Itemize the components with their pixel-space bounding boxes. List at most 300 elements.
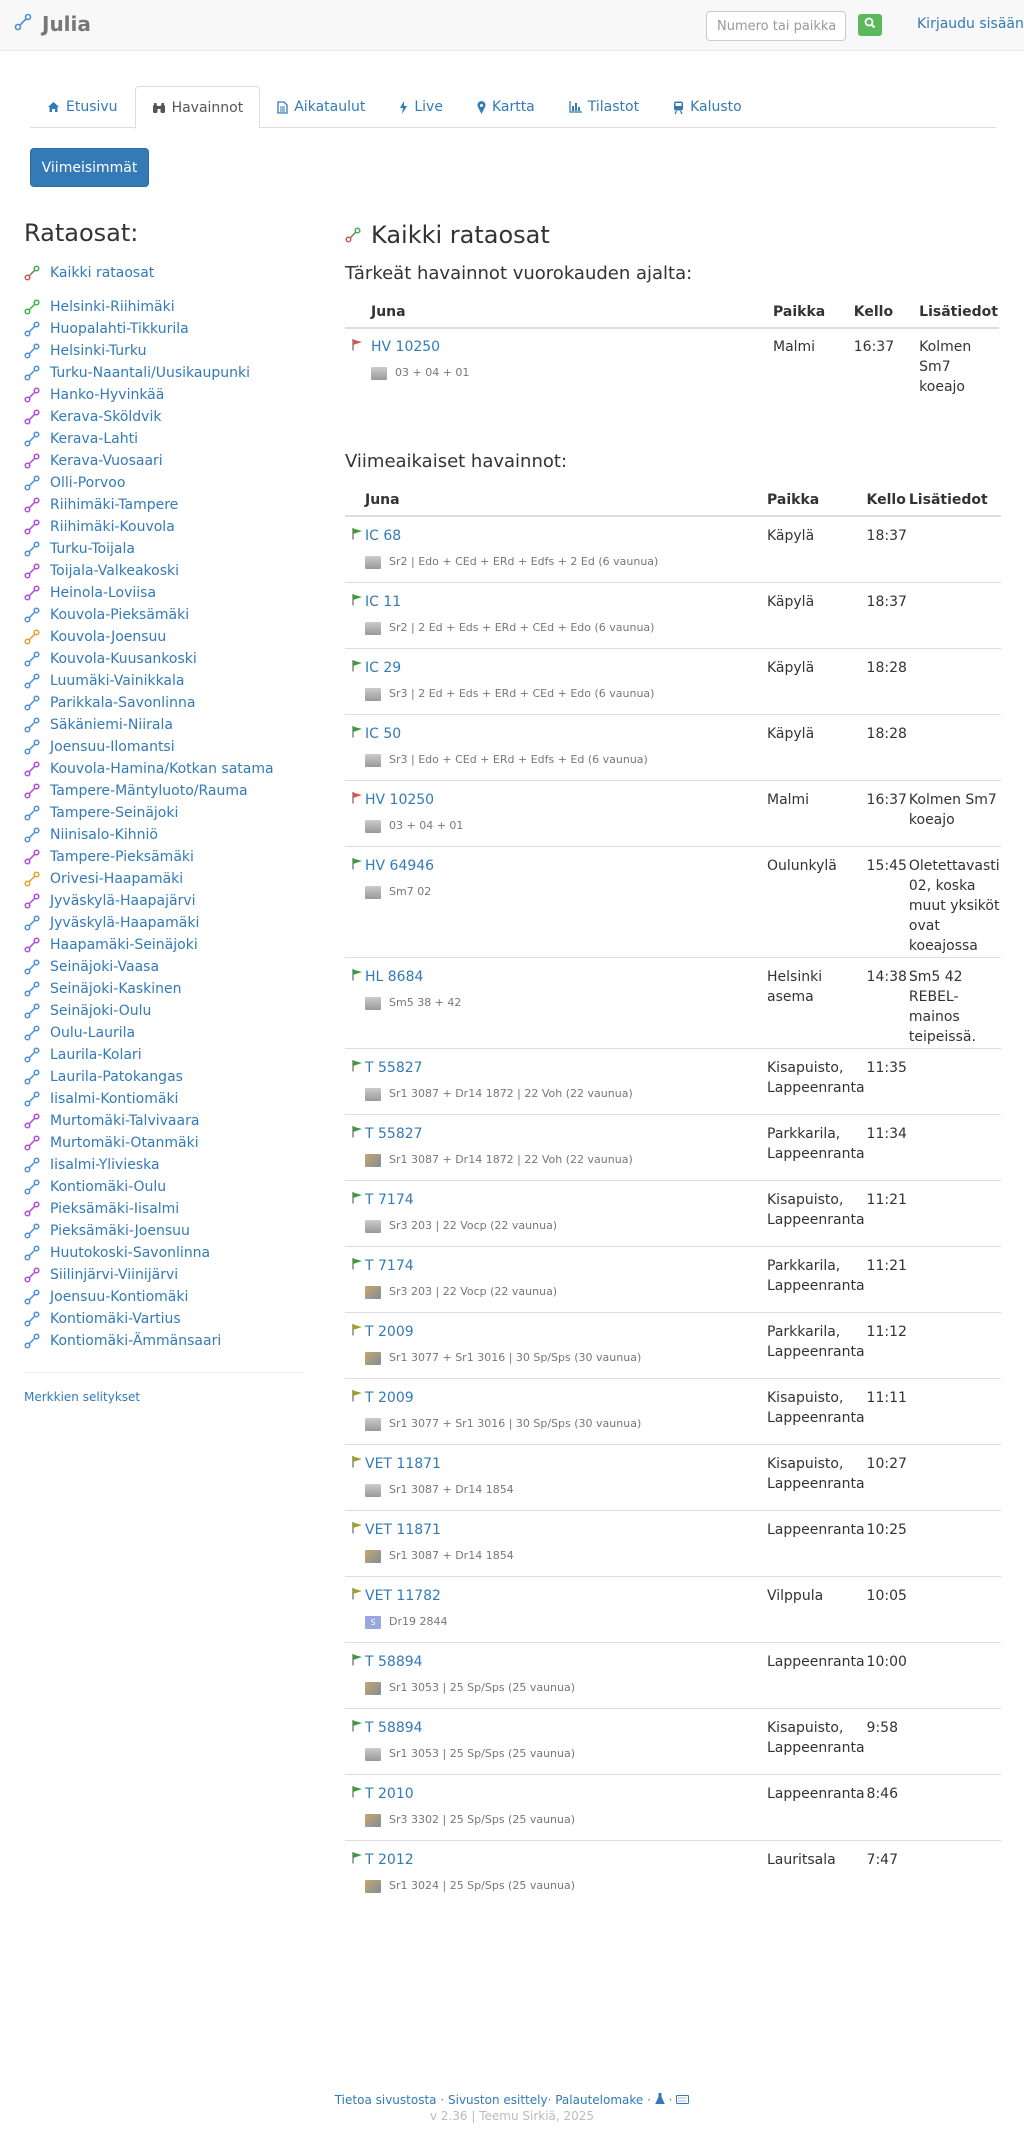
sidebar-item[interactable] (24, 472, 304, 494)
track-section-icon (24, 673, 40, 689)
photo-thumbnail-icon[interactable] (371, 367, 387, 380)
tab-label: Aikataulut (294, 99, 366, 115)
footer-intro-link[interactable]: Sivuston esittely (448, 2093, 548, 2107)
flag-header (345, 296, 370, 328)
track-section-icon (24, 475, 40, 491)
sidebar-item-label: Kerava-Sköldvik (50, 409, 162, 425)
sidebar-item-label: Seinäjoki-Vaasa (50, 959, 160, 975)
sidebar-item[interactable] (24, 956, 304, 978)
sidebar-item[interactable] (24, 1132, 304, 1154)
info-cell (908, 715, 1001, 781)
sidebar-item[interactable] (24, 846, 304, 868)
sidebar-item[interactable] (24, 538, 304, 560)
info-cell (908, 1445, 1001, 1511)
consist-info (365, 750, 765, 770)
train-link[interactable]: T 2012 (365, 1852, 414, 1868)
place-cell: Helsinki asema (766, 958, 866, 1049)
table-row (345, 958, 1001, 1049)
home-icon (47, 101, 60, 113)
consist-text: Sr2 | Edo + CEd + ERd + Edfs + 2 Ed (6 vaunua) (389, 555, 659, 568)
consist-info (365, 816, 765, 836)
train-link[interactable]: HV 10250 (365, 792, 435, 808)
document-icon (277, 101, 288, 114)
train-link[interactable]: T 7174 (365, 1258, 414, 1274)
sidebar-item[interactable] (24, 978, 304, 1000)
track-section-icon (24, 563, 40, 579)
table-row (345, 1049, 1001, 1115)
place-header: Paikka (766, 484, 866, 516)
track-section-icon (24, 893, 40, 909)
sidebar-item[interactable] (24, 582, 304, 604)
search-input[interactable] (706, 11, 846, 41)
train-link[interactable]: T 7174 (365, 1192, 414, 1208)
sidebar-divider (24, 1372, 304, 1373)
time-cell: 11:21 (866, 1181, 908, 1247)
consist-text: Sm7 02 (389, 885, 432, 898)
tab-kalusto[interactable] (656, 86, 759, 128)
tab-label: Live (414, 99, 443, 115)
place-cell: Lappeenranta (766, 1511, 866, 1577)
train-link[interactable]: T 2009 (365, 1390, 414, 1406)
sidebar-item[interactable] (24, 934, 304, 956)
flag-icon (351, 528, 363, 544)
photo-thumbnail-icon[interactable] (365, 1286, 381, 1299)
track-section-icon (24, 541, 40, 557)
sidebar-item-label: Säkäniemi-Niirala (50, 717, 173, 733)
place-cell: Parkkarila, Lappeenranta (766, 1313, 866, 1379)
sidebar-item[interactable] (24, 362, 304, 384)
sidebar-item[interactable] (24, 516, 304, 538)
sidebar-item[interactable] (24, 780, 304, 802)
sidebar-item[interactable] (24, 736, 304, 758)
train-cell (364, 847, 766, 958)
consist-info (365, 552, 765, 572)
train-cell (364, 1181, 766, 1247)
app-title: Julia (42, 12, 91, 36)
sidebar-item-all[interactable] (24, 262, 304, 284)
flag-cell (345, 583, 364, 649)
sidebar-item[interactable] (24, 626, 304, 648)
search-icon (864, 17, 876, 33)
track-section-icon (24, 871, 40, 887)
brand[interactable] (14, 12, 91, 36)
sidebar-item-label: Haapamäki-Seinäjoki (50, 937, 198, 953)
consist-text: Sr1 3087 + Dr14 1872 | 22 Voh (22 vaunua) (389, 1153, 633, 1166)
consist-info (365, 1678, 765, 1698)
sidebar-item[interactable] (24, 868, 304, 890)
consist-info (371, 363, 771, 383)
consist-info (365, 1612, 765, 1632)
time-cell: 11:34 (866, 1115, 908, 1181)
consist-text: Sr1 3053 | 25 Sp/Sps (25 vaunua) (389, 1747, 576, 1760)
footer-about-link[interactable]: Tietoa sivustosta (334, 2093, 437, 2107)
photo-thumbnail-icon[interactable]: S (365, 1616, 381, 1629)
table-row (345, 1643, 1001, 1709)
sidebar-item[interactable] (24, 450, 304, 472)
flag-icon (351, 1852, 363, 1868)
latest-button[interactable]: Viimeisimmät (30, 148, 149, 187)
consist-text: Sr1 3087 + Dr14 1872 | 22 Voh (22 vaunua) (389, 1087, 633, 1100)
train-link[interactable]: T 2010 (365, 1786, 414, 1802)
sidebar-item-label: Niinisalo-Kihniö (50, 827, 158, 843)
table-row (345, 649, 1001, 715)
sidebar-item-label: Tampere-Seinäjoki (50, 805, 179, 821)
track-section-icon (24, 1025, 40, 1041)
sidebar-item-label: Kontiomäki-Vartius (50, 1311, 181, 1327)
sidebar-item[interactable] (24, 1286, 304, 1308)
photo-thumbnail-icon[interactable] (365, 1484, 381, 1497)
photo-thumbnail-icon[interactable] (365, 688, 381, 701)
train-cell (364, 1049, 766, 1115)
track-section-icon (24, 1135, 40, 1151)
sidebar-item[interactable] (24, 670, 304, 692)
photo-thumbnail-icon[interactable] (365, 1154, 381, 1167)
recent-table (345, 484, 1001, 1906)
search-button[interactable] (858, 14, 882, 36)
info-header: Lisätiedot (918, 296, 999, 328)
flask-icon[interactable] (655, 2093, 665, 2107)
binoculars-icon (152, 102, 166, 114)
legend-link[interactable]: Merkkien selitykset (24, 1390, 141, 1404)
place-cell: Käpylä (767, 528, 815, 544)
consist-text: 03 + 04 + 01 (389, 819, 464, 832)
main-content (345, 210, 999, 1906)
train-cell (364, 1313, 766, 1379)
flag-icon (351, 1786, 363, 1802)
flag-header (345, 484, 364, 516)
sidebar-item[interactable] (24, 714, 304, 736)
photo-thumbnail-icon[interactable] (365, 622, 381, 635)
sidebar-item-label: Kouvola-Joensuu (50, 629, 167, 645)
important-table (345, 296, 999, 398)
track-section-icon (24, 1069, 40, 1085)
table-row (345, 516, 1001, 583)
train-link[interactable]: HL 8684 (365, 969, 424, 985)
time-cell: 9:58 (866, 1709, 908, 1775)
flag-icon (351, 1060, 363, 1076)
flag-cell (345, 1049, 364, 1115)
tab-label: Tilastot (587, 99, 640, 115)
sidebar-item[interactable] (24, 912, 304, 934)
info-cell: Kolmen Sm7 koeajo (919, 339, 972, 395)
time-header: Kello (866, 484, 908, 516)
sidebar-item[interactable] (24, 406, 304, 428)
sidebar-item[interactable] (24, 494, 304, 516)
track-section-icon (24, 1333, 40, 1349)
flag-icon (351, 660, 363, 676)
sidebar-item[interactable] (24, 692, 304, 714)
train-link[interactable]: IC 68 (365, 528, 402, 544)
sidebar-item-label: Riihimäki-Tampere (50, 497, 179, 513)
train-link[interactable]: T 58894 (365, 1654, 423, 1670)
sidebar-item[interactable] (24, 1220, 304, 1242)
photo-thumbnail-icon[interactable] (365, 1748, 381, 1761)
sidebar-item[interactable] (24, 1330, 304, 1352)
flag-cell (345, 715, 364, 781)
flag-icon (351, 726, 363, 742)
track-section-icon (24, 1091, 40, 1107)
consist-text: Sm5 38 + 42 (389, 996, 462, 1009)
photo-thumbnail-icon[interactable] (365, 886, 381, 899)
sidebar-item[interactable] (24, 1088, 304, 1110)
sidebar-item[interactable] (24, 648, 304, 670)
tab-label: Kalusto (690, 99, 742, 115)
photo-thumbnail-icon[interactable] (365, 1088, 381, 1101)
flag-cell (345, 1181, 364, 1247)
sidebar-item[interactable] (24, 318, 304, 340)
train-cell (364, 1775, 766, 1841)
keyboard-icon[interactable] (676, 2093, 689, 2107)
sidebar-item-label: Kerava-Lahti (50, 431, 138, 447)
track-section-icon (24, 265, 40, 281)
track-section-icon (24, 343, 40, 359)
sidebar-item-label: Iisalmi-Ylivieska (50, 1157, 160, 1173)
tab-live[interactable] (382, 86, 460, 128)
sidebar-item-label: Riihimäki-Kouvola (50, 519, 175, 535)
train-cell (364, 649, 766, 715)
sidebar-item-label: Kerava-Vuosaari (50, 453, 163, 469)
track-section-icon (24, 761, 40, 777)
info-cell (908, 1775, 1001, 1841)
sidebar-item-label: Pieksämäki-Joensuu (50, 1223, 190, 1239)
train-cell (364, 1445, 766, 1511)
train-link[interactable]: T 58894 (365, 1720, 423, 1736)
train-link[interactable]: VET 11871 (365, 1456, 441, 1472)
place-cell: Malmi (766, 781, 866, 847)
sidebar-item-label: Turku-Toijala (50, 541, 135, 557)
info-cell (908, 1181, 1001, 1247)
consist-info (365, 1480, 765, 1500)
track-section-icon (24, 915, 40, 931)
tab-havainnot[interactable] (135, 86, 261, 129)
track-section-icon (24, 717, 40, 733)
flag-icon (351, 792, 363, 808)
sidebar-item-label: Kaikki rataosat (50, 265, 155, 281)
place-cell: Lappeenranta (766, 1775, 866, 1841)
photo-thumbnail-icon[interactable] (365, 820, 381, 833)
sidebar-item[interactable] (24, 296, 304, 318)
sidebar-item[interactable] (24, 802, 304, 824)
sidebar-item[interactable] (24, 340, 304, 362)
info-cell (908, 516, 1001, 583)
flag-icon (351, 1522, 363, 1538)
time-cell: 10:05 (866, 1577, 908, 1643)
sidebar-item-label: Iisalmi-Kontiomäki (50, 1091, 179, 1107)
info-cell (908, 649, 1001, 715)
flag-cell (345, 847, 364, 958)
time-cell: 18:28 (866, 715, 908, 781)
track-section-icon (24, 959, 40, 975)
tab-aikataulut[interactable] (260, 86, 382, 128)
table-row (345, 847, 1001, 958)
track-section-icon (24, 1047, 40, 1063)
photo-thumbnail-icon[interactable] (365, 1418, 381, 1431)
consist-info (365, 1414, 765, 1434)
time-cell: 10:00 (866, 1643, 908, 1709)
table-row (345, 328, 999, 398)
table-row (345, 1577, 1001, 1643)
consist-text: Dr19 2844 (389, 1615, 448, 1628)
track-section-icon (24, 651, 40, 667)
sidebar-item[interactable] (24, 824, 304, 846)
info-cell: Kolmen Sm7 koeajo (908, 781, 1001, 847)
sidebar-item-label: Helsinki-Turku (50, 343, 147, 359)
consist-info (365, 684, 765, 704)
flag-cell (345, 1445, 364, 1511)
sidebar-item-label: Murtomäki-Talvivaara (50, 1113, 200, 1129)
info-cell (908, 1313, 1001, 1379)
flag-icon (351, 1258, 363, 1274)
flag-icon (351, 1324, 363, 1340)
track-section-icon (24, 585, 40, 601)
tab-tilastot[interactable] (552, 86, 656, 128)
sidebar-item-label: Kouvola-Hamina/Kotkan satama (50, 761, 274, 777)
train-cell (364, 583, 766, 649)
place-cell: Kisapuisto, Lappeenranta (766, 1379, 866, 1445)
info-cell (908, 1511, 1001, 1577)
place-cell: Lauritsala (766, 1841, 866, 1907)
consist-info (365, 618, 765, 638)
sidebar-item[interactable] (24, 1000, 304, 1022)
sidebar-item[interactable] (24, 604, 304, 626)
info-cell (908, 583, 1001, 649)
train-cell (364, 1115, 766, 1181)
consist-text: Sr3 | Edo + CEd + ERd + Edfs + Ed (6 vaunua) (389, 753, 648, 766)
train-link[interactable]: T 55827 (365, 1126, 423, 1142)
train-link[interactable]: T 55827 (365, 1060, 423, 1076)
track-section-icon (24, 629, 40, 645)
train-link[interactable]: T 2009 (365, 1324, 414, 1340)
photo-thumbnail-icon[interactable] (365, 1550, 381, 1563)
train-cell (364, 1643, 766, 1709)
recent-heading: Viimeaikaiset havainnot: (345, 451, 568, 472)
consist-text: Sr2 | 2 Ed + Eds + ERd + CEd + Edo (6 vaunua) (389, 621, 655, 634)
table-row (345, 1511, 1001, 1577)
track-section-icon (24, 607, 40, 623)
tab-kartta[interactable] (460, 86, 552, 128)
train-link[interactable]: VET 11782 (365, 1588, 441, 1604)
flag-cell (345, 781, 364, 847)
sidebar-item[interactable] (24, 1044, 304, 1066)
train-link[interactable]: HV 64946 (365, 858, 435, 874)
info-cell: Oletettavasti 02, koska muut yksiköt ovat koeajossa (908, 847, 1001, 958)
footer: Tietoa sivustosta · Sivuston esittely· Palautelomake · · v 2.36 | Teemu Sirkiä, 2025 (0, 2093, 1024, 2123)
place-cell: Kisapuisto, Lappeenranta (766, 1049, 866, 1115)
track-section-icon (24, 805, 40, 821)
sidebar-item[interactable] (24, 384, 304, 406)
sidebar-item-label: Laurila-Kolari (50, 1047, 142, 1063)
train-link[interactable]: IC 29 (365, 660, 402, 676)
sidebar-item-label: Huutokoski-Savonlinna (50, 1245, 211, 1261)
train-cell (364, 1511, 766, 1577)
sidebar-item[interactable] (24, 1066, 304, 1088)
photo-thumbnail-icon[interactable] (365, 1682, 381, 1695)
flag-icon (351, 1588, 363, 1604)
time-cell: 18:37 (866, 583, 908, 649)
track-logo-icon (14, 13, 32, 35)
consist-info (365, 1348, 765, 1368)
sidebar-item[interactable] (24, 428, 304, 450)
track-section-icon (24, 431, 40, 447)
consist-text: Sr3 203 | 22 Vocp (22 vaunua) (389, 1219, 558, 1232)
sidebar-item[interactable] (24, 1110, 304, 1132)
info-cell (908, 1643, 1001, 1709)
tab-etusivu[interactable] (30, 86, 135, 128)
photo-thumbnail-icon[interactable] (365, 997, 381, 1010)
photo-thumbnail-icon[interactable] (365, 1814, 381, 1827)
sidebar-item[interactable] (24, 1022, 304, 1044)
table-row (345, 715, 1001, 781)
footer-feedback-link[interactable]: Palautelomake (555, 2093, 644, 2107)
login-link[interactable]: Kirjaudu sisään (917, 16, 1024, 32)
train-link[interactable]: IC 50 (365, 726, 402, 742)
sidebar-item[interactable] (24, 1242, 304, 1264)
flag-icon (351, 1126, 363, 1142)
sidebar-item-label: Kouvola-Kuusankoski (50, 651, 197, 667)
info-cell (908, 1049, 1001, 1115)
photo-thumbnail-icon[interactable] (365, 1880, 381, 1893)
flag-icon (351, 339, 363, 355)
sidebar-item[interactable] (24, 1308, 304, 1330)
track-section-icon (24, 1311, 40, 1327)
main-tabs (30, 86, 996, 128)
photo-thumbnail-icon[interactable] (365, 754, 381, 767)
sidebar-item[interactable] (24, 1154, 304, 1176)
table-row (345, 781, 1001, 847)
place-header: Paikka (772, 296, 853, 328)
photo-thumbnail-icon[interactable] (365, 1352, 381, 1365)
table-row (345, 1709, 1001, 1775)
train-link[interactable]: HV 10250 (371, 339, 441, 355)
track-section-icon (24, 981, 40, 997)
flag-cell (345, 516, 364, 583)
sidebar-item[interactable] (24, 758, 304, 780)
train-cell (364, 715, 766, 781)
flag-icon (351, 1192, 363, 1208)
place-cell: Kisapuisto, Lappeenranta (766, 1445, 866, 1511)
sidebar-item[interactable] (24, 1264, 304, 1286)
sidebar-item[interactable] (24, 560, 304, 582)
consist-info (365, 1546, 765, 1566)
sidebar-title: Rataosat: (24, 219, 139, 247)
sidebar-item[interactable] (24, 1198, 304, 1220)
flag-cell (345, 1511, 364, 1577)
track-section-icon (24, 1289, 40, 1305)
track-section-icon (24, 1201, 40, 1217)
sidebar-item[interactable] (24, 1176, 304, 1198)
important-heading: Tärkeät havainnot vuorokauden ajalta: (345, 263, 693, 284)
sidebar-item[interactable] (24, 890, 304, 912)
flag-icon (351, 594, 363, 610)
sidebar-item-label: Jyväskylä-Haapajärvi (50, 893, 196, 909)
table-row (345, 1379, 1001, 1445)
train-link[interactable]: IC 11 (365, 594, 402, 610)
photo-thumbnail-icon[interactable] (365, 556, 381, 569)
place-cell: Käpylä (766, 715, 866, 781)
flag-cell (345, 1775, 364, 1841)
sidebar-item-label: Turku-Naantali/Uusikaupunki (50, 365, 250, 381)
photo-thumbnail-icon[interactable] (365, 1220, 381, 1233)
table-row (345, 1247, 1001, 1313)
info-cell: Sm5 42 REBEL- mainos teipeissä. (908, 958, 1001, 1049)
flag-cell (345, 958, 364, 1049)
track-section-icon (24, 827, 40, 843)
consist-info (365, 1876, 765, 1896)
track-section-icon (24, 321, 40, 337)
track-section-icon (24, 519, 40, 535)
train-cell (364, 1379, 766, 1445)
train-link[interactable]: VET 11871 (365, 1522, 441, 1538)
